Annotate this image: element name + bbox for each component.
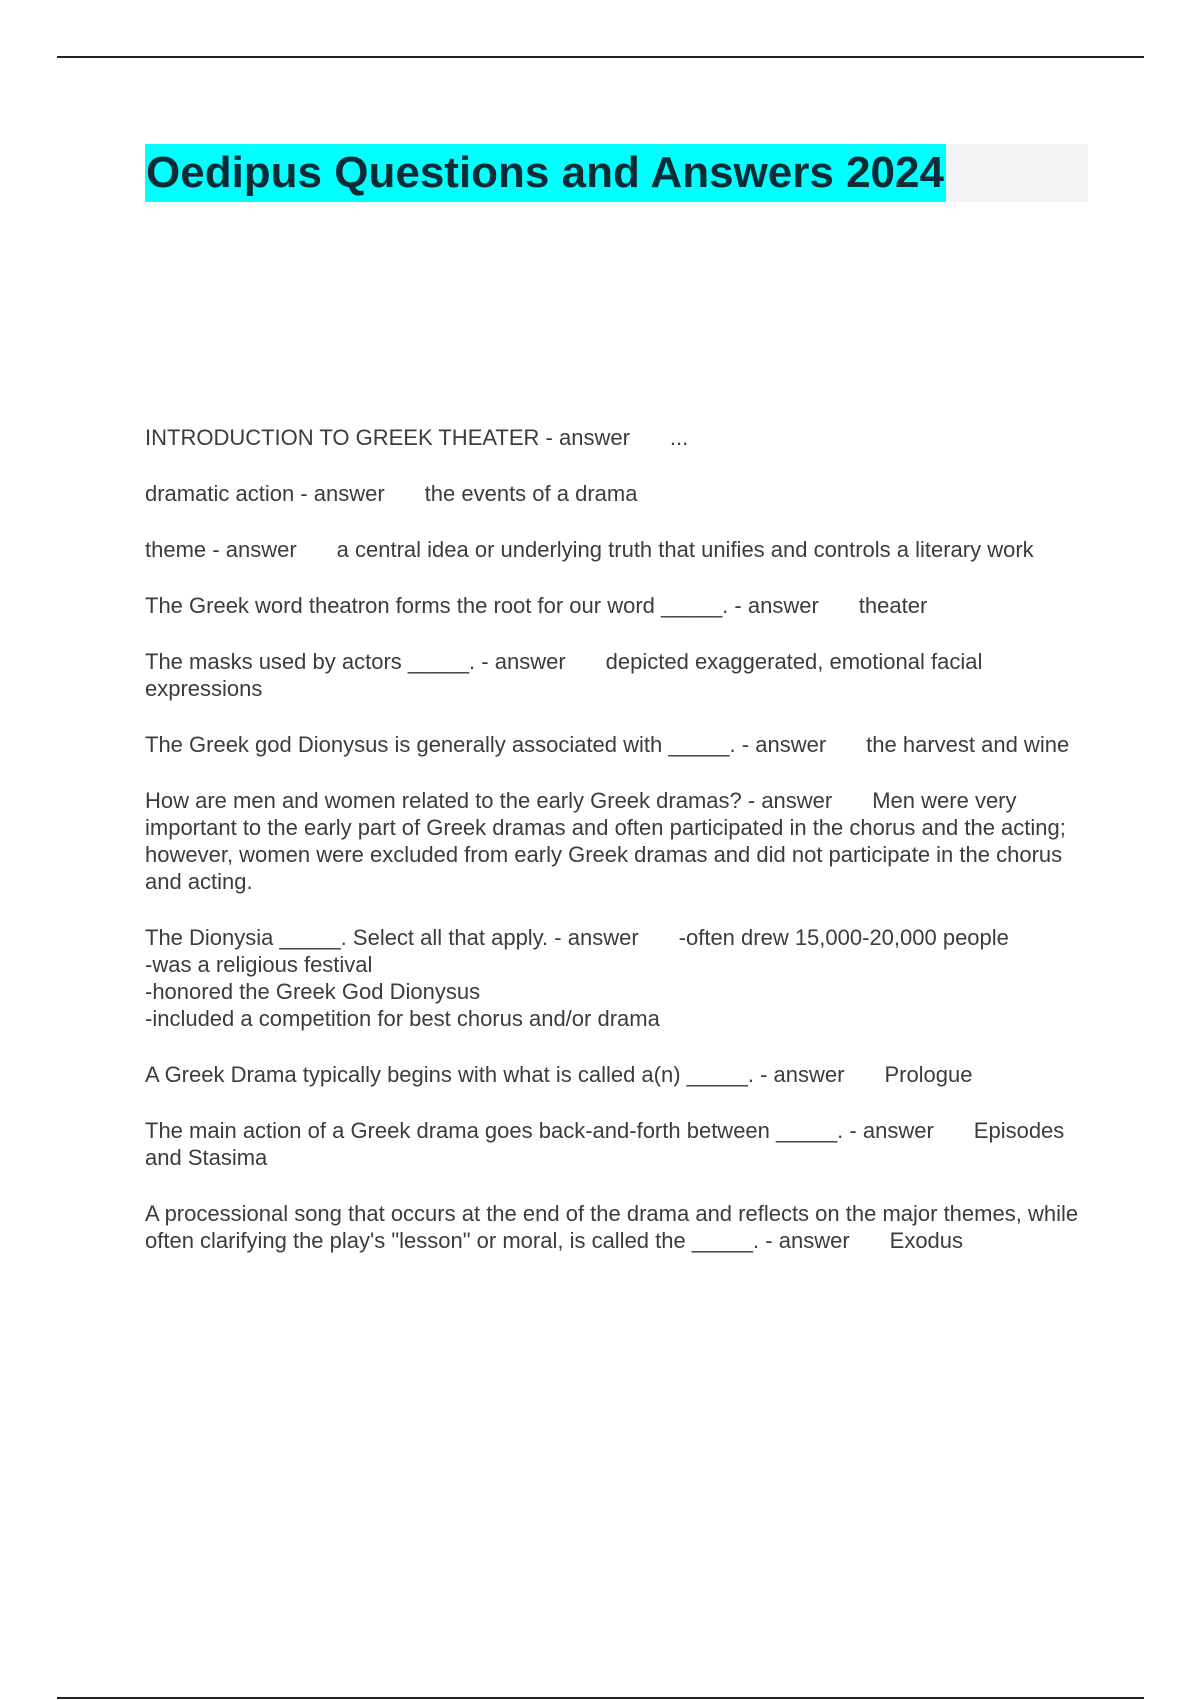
qa-item: The main action of a Greek drama goes back-and-forth between _____. - answer Episodes and Stasima [145, 1118, 1071, 1170]
answer-text: the events of a drama [424, 481, 638, 506]
answer-label: answer [778, 1228, 850, 1253]
answer-text: Men were very important to the early part of Greek dramas and often participated in the chorus and the acting; however, women were excluded from early Greek dramas and did not participate in the chorus and acting. [145, 788, 1072, 894]
qa-item: A processional song that occurs at the end of the drama and reflects on the major themes, while often clarifying the play's "lesson" or moral, is called the _____. - answer Exodus [145, 1201, 1085, 1253]
answer-label: answer [313, 481, 385, 506]
title-banner [145, 144, 1088, 202]
qa-item: The Dionysia _____. Select all that apply. - answer -often drew 15,000-20,000 people -was a religious festival -honored the Greek God Dionysus -included a competition for best chorus and/or drama [145, 925, 1009, 1031]
answer-label: answer [755, 732, 827, 757]
qa-item: A Greek Drama typically begins with what is called a(n) _____. - answer Prologue [145, 1062, 973, 1087]
answer-label: answer [567, 925, 639, 950]
answer-text: ... [669, 425, 689, 450]
qa-item: The Greek god Dionysus is generally associated with _____. - answer the harvest and wine [145, 732, 1070, 757]
page-title: Oedipus Questions and Answers 2024 [145, 144, 946, 202]
answer-label: answer [747, 593, 819, 618]
answer-text: Episodes and Stasima [145, 1118, 1071, 1170]
answer-text: Exodus [889, 1228, 964, 1253]
qa-item: How are men and women related to the early Greek dramas? - answer Men were very important to the early part of Greek dramas and often participated in the chorus and the acting; however, women were excluded from early Greek dramas and did not participate in the chorus and acting. [145, 788, 1072, 894]
answer-text: the harvest and wine [866, 732, 1070, 757]
top-divider [57, 56, 1144, 58]
qa-item: INTRODUCTION TO GREEK THEATER - answer ... [145, 425, 689, 450]
answer-text: -often drew 15,000-20,000 people -was a religious festival -honored the Greek God Dionysus -included a competition for best chorus and/or drama [145, 925, 1009, 1031]
question-text: The masks used by actors _____. [145, 649, 476, 674]
qa-item: dramatic action - answer the events of a drama [145, 481, 638, 506]
question-text: A Greek Drama typically begins with what is called a(n) _____. [145, 1062, 754, 1087]
answer-label: answer [558, 425, 630, 450]
answer-label: answer [773, 1062, 845, 1087]
answer-label: answer [494, 649, 566, 674]
answer-label: answer [761, 788, 833, 813]
answer-label: answer [225, 537, 297, 562]
question-text: How are men and women related to the early Greek dramas? [145, 788, 742, 813]
question-text: theme [145, 537, 207, 562]
qa-item: The masks used by actors _____. - answer depicted exaggerated, emotional facial expressions [145, 649, 989, 701]
question-text: The Dionysia _____. Select all that apply. [145, 925, 549, 950]
question-text: INTRODUCTION TO GREEK THEATER [145, 425, 540, 450]
question-text: dramatic action [145, 481, 295, 506]
bottom-divider [57, 1697, 1144, 1699]
answer-label: answer [862, 1118, 934, 1143]
answer-text: theater [858, 593, 928, 618]
answer-text: a central idea or underlying truth that unifies and controls a literary work [336, 537, 1034, 562]
question-text: The main action of a Greek drama goes back-and-forth between _____. [145, 1118, 844, 1143]
answer-text: Prologue [884, 1062, 973, 1087]
qa-list [145, 424, 1085, 1283]
qa-item: The Greek word theatron forms the root for our word _____. - answer theater [145, 593, 928, 618]
answer-text: depicted exaggerated, emotional facial expressions [145, 649, 989, 701]
question-text: The Greek god Dionysus is generally associated with _____. [145, 732, 736, 757]
qa-item: theme - answer a central idea or underlying truth that unifies and controls a literary work [145, 537, 1034, 562]
question-text: A processional song that occurs at the end of the drama and reflects on the major themes, while often clarifying the play's "lesson" or moral, is called the _____. [145, 1201, 1085, 1253]
question-text: The Greek word theatron forms the root for our word _____. [145, 593, 729, 618]
